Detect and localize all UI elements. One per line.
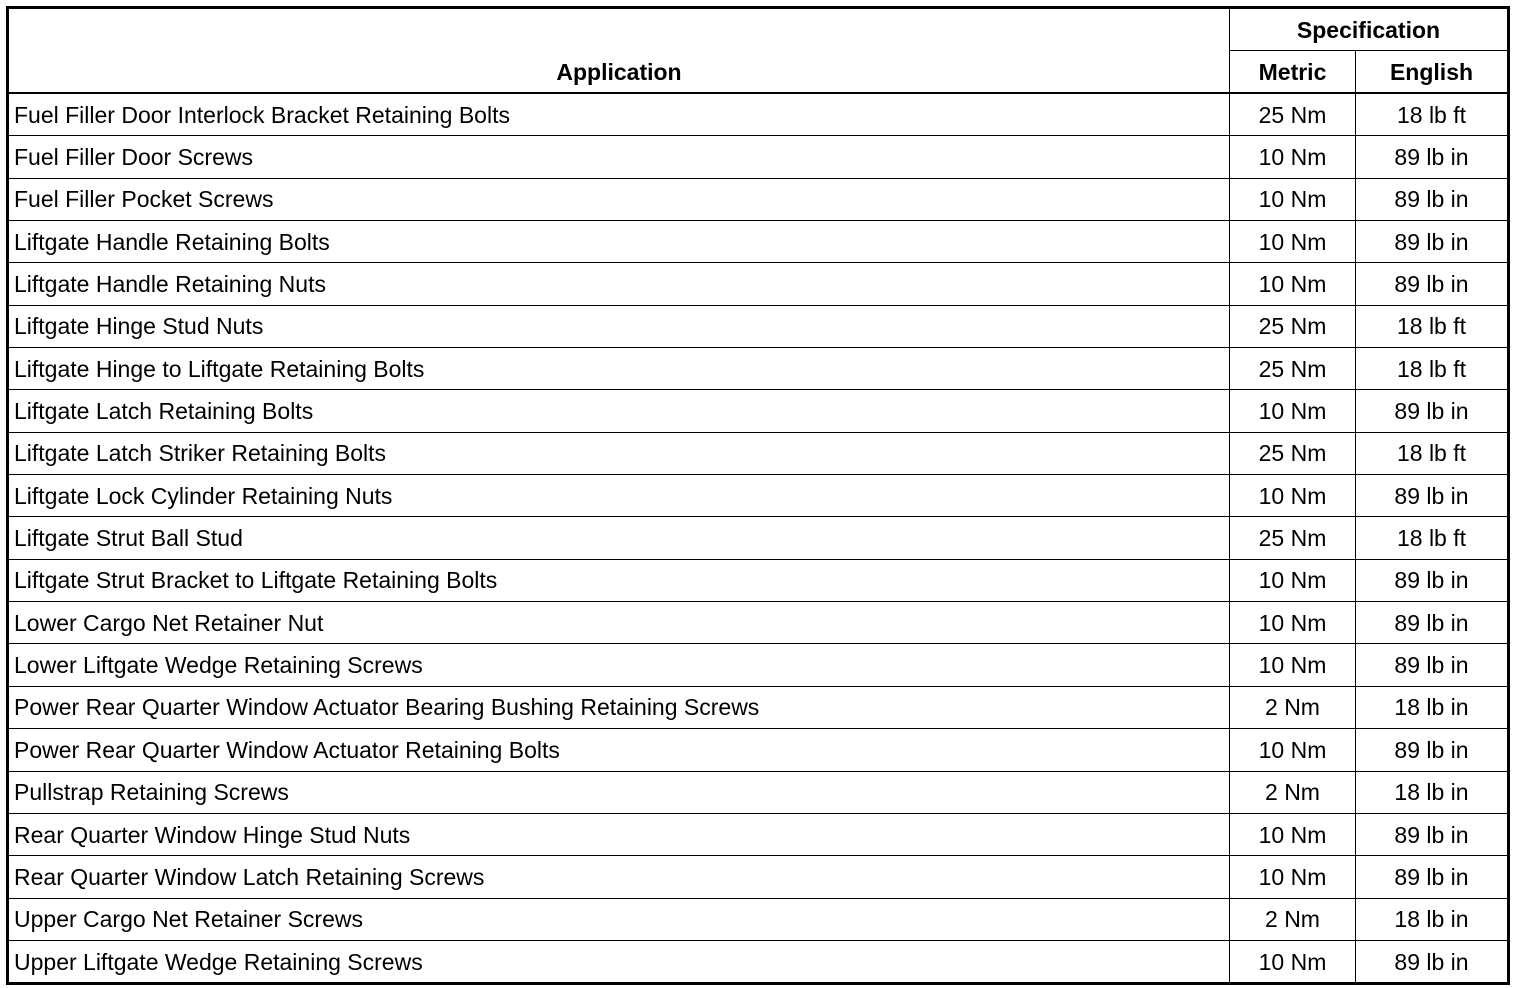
table-row: [8, 771, 1509, 813]
application-cell: Liftgate Strut Bracket to Liftgate Retaining Bolts: [8, 559, 1230, 601]
english-value-cell: 18 lb in: [1356, 686, 1509, 728]
table-row: [8, 517, 1509, 559]
application-cell: Liftgate Handle Retaining Nuts: [8, 263, 1230, 305]
metric-value-cell: 10 Nm: [1230, 729, 1356, 771]
metric-value-cell: 25 Nm: [1230, 93, 1356, 136]
table-row: [8, 178, 1509, 220]
table-row: [8, 93, 1509, 136]
table-row: [8, 432, 1509, 474]
application-cell: Lower Liftgate Wedge Retaining Screws: [8, 644, 1230, 686]
english-value-cell: 18 lb ft: [1356, 93, 1509, 136]
table-row: [8, 559, 1509, 601]
metric-value-cell: 10 Nm: [1230, 263, 1356, 305]
table-row: [8, 221, 1509, 263]
english-value-cell: 18 lb ft: [1356, 348, 1509, 390]
metric-value-cell: 10 Nm: [1230, 178, 1356, 220]
english-value-cell: 89 lb in: [1356, 813, 1509, 855]
english-column-header: English: [1356, 51, 1509, 94]
specification-column-header: Specification: [1230, 8, 1509, 51]
table-row: [8, 602, 1509, 644]
english-value-cell: 18 lb ft: [1356, 517, 1509, 559]
metric-value-cell: 25 Nm: [1230, 517, 1356, 559]
english-value-cell: 89 lb in: [1356, 729, 1509, 771]
english-value-cell: 89 lb in: [1356, 940, 1509, 983]
application-cell: Liftgate Strut Ball Stud: [8, 517, 1230, 559]
metric-value-cell: 25 Nm: [1230, 305, 1356, 347]
english-value-cell: 89 lb in: [1356, 390, 1509, 432]
metric-value-cell: 10 Nm: [1230, 475, 1356, 517]
metric-value-cell: 10 Nm: [1230, 390, 1356, 432]
table-row: [8, 940, 1509, 983]
application-cell: Power Rear Quarter Window Actuator Retaining Bolts: [8, 729, 1230, 771]
application-cell: Liftgate Lock Cylinder Retaining Nuts: [8, 475, 1230, 517]
table-row: [8, 348, 1509, 390]
metric-value-cell: 10 Nm: [1230, 602, 1356, 644]
english-value-cell: 89 lb in: [1356, 136, 1509, 178]
metric-value-cell: 10 Nm: [1230, 221, 1356, 263]
application-cell: Rear Quarter Window Hinge Stud Nuts: [8, 813, 1230, 855]
table-row: [8, 263, 1509, 305]
application-cell: Fuel Filler Pocket Screws: [8, 178, 1230, 220]
table-body: [8, 93, 1509, 984]
header-row-top: [8, 8, 1509, 51]
table-row: [8, 644, 1509, 686]
application-cell: Liftgate Latch Striker Retaining Bolts: [8, 432, 1230, 474]
application-cell: Pullstrap Retaining Screws: [8, 771, 1230, 813]
english-value-cell: 89 lb in: [1356, 559, 1509, 601]
application-cell: Liftgate Hinge to Liftgate Retaining Bolts: [8, 348, 1230, 390]
english-value-cell: 89 lb in: [1356, 263, 1509, 305]
metric-value-cell: 25 Nm: [1230, 348, 1356, 390]
english-value-cell: 89 lb in: [1356, 602, 1509, 644]
table-row: [8, 305, 1509, 347]
metric-value-cell: 10 Nm: [1230, 136, 1356, 178]
english-value-cell: 18 lb ft: [1356, 305, 1509, 347]
table-row: [8, 136, 1509, 178]
english-value-cell: 89 lb in: [1356, 178, 1509, 220]
table-row: [8, 856, 1509, 898]
english-value-cell: 18 lb in: [1356, 771, 1509, 813]
application-cell: Power Rear Quarter Window Actuator Bearing Bushing Retaining Screws: [8, 686, 1230, 728]
english-value-cell: 18 lb ft: [1356, 432, 1509, 474]
metric-value-cell: 2 Nm: [1230, 686, 1356, 728]
metric-value-cell: 10 Nm: [1230, 856, 1356, 898]
english-value-cell: 89 lb in: [1356, 475, 1509, 517]
metric-column-header: Metric: [1230, 51, 1356, 94]
application-cell: Lower Cargo Net Retainer Nut: [8, 602, 1230, 644]
application-cell: Liftgate Hinge Stud Nuts: [8, 305, 1230, 347]
english-value-cell: 89 lb in: [1356, 221, 1509, 263]
metric-value-cell: 25 Nm: [1230, 432, 1356, 474]
application-cell: Liftgate Handle Retaining Bolts: [8, 221, 1230, 263]
application-cell: Fuel Filler Door Screws: [8, 136, 1230, 178]
metric-value-cell: 10 Nm: [1230, 940, 1356, 983]
application-cell: Upper Liftgate Wedge Retaining Screws: [8, 940, 1230, 983]
table-header: [8, 8, 1509, 94]
table-row: [8, 813, 1509, 855]
table-row: [8, 390, 1509, 432]
english-value-cell: 18 lb in: [1356, 898, 1509, 940]
table-row: [8, 686, 1509, 728]
application-cell: Fuel Filler Door Interlock Bracket Retaining Bolts: [8, 93, 1230, 136]
english-value-cell: 89 lb in: [1356, 856, 1509, 898]
table-row: [8, 729, 1509, 771]
fastener-specification-table: [6, 6, 1510, 985]
application-column-header: Application: [8, 8, 1230, 94]
application-cell: Upper Cargo Net Retainer Screws: [8, 898, 1230, 940]
metric-value-cell: 2 Nm: [1230, 898, 1356, 940]
table-row: [8, 898, 1509, 940]
metric-value-cell: 10 Nm: [1230, 559, 1356, 601]
table-row: [8, 475, 1509, 517]
application-cell: Liftgate Latch Retaining Bolts: [8, 390, 1230, 432]
metric-value-cell: 10 Nm: [1230, 813, 1356, 855]
metric-value-cell: 10 Nm: [1230, 644, 1356, 686]
application-cell: Rear Quarter Window Latch Retaining Screws: [8, 856, 1230, 898]
metric-value-cell: 2 Nm: [1230, 771, 1356, 813]
english-value-cell: 89 lb in: [1356, 644, 1509, 686]
